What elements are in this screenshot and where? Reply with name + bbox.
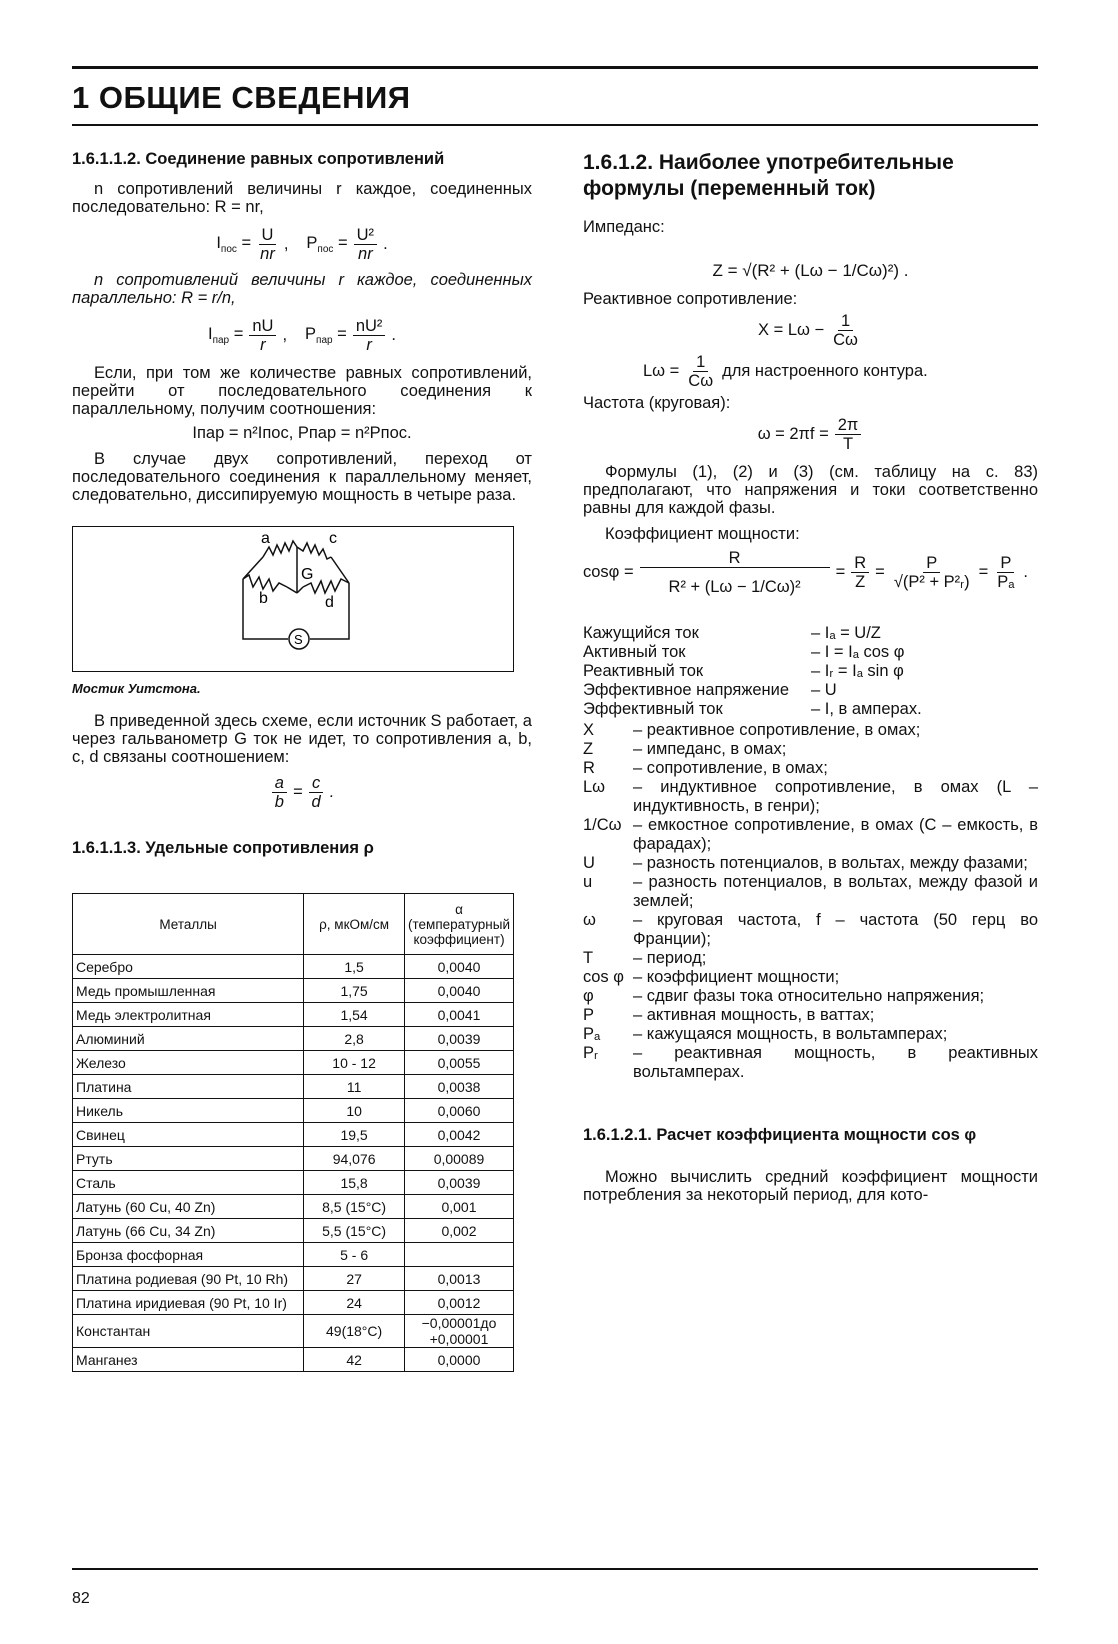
cell-rho: 15,8 (304, 1171, 405, 1195)
cell-alpha: 0,0013 (405, 1267, 514, 1291)
cell-alpha: 0,0038 (405, 1075, 514, 1099)
frequency-formula: ω = 2πf = $\frac{2\pi}{T}$ (583, 416, 1038, 453)
cell-alpha: 0,0012 (405, 1291, 514, 1315)
tuned-circuit-formula: Lω = $\frac{1}{C\omega}$ для настроенного контура. (643, 353, 928, 390)
definition-item (583, 873, 1038, 911)
table-header-rho: ρ, мкОм/см (304, 894, 405, 955)
definition-symbol: ω (583, 911, 596, 929)
bridge-label-b: b (259, 590, 268, 607)
cell-alpha: 0,00089 (405, 1147, 514, 1171)
cell-metal: Ртуть (73, 1147, 304, 1171)
cell-metal: Сталь (73, 1171, 304, 1195)
bridge-paragraph: В приведенной здесь схеме, если источник S работает, а через гальванометр G ток не идет, то сопротивления a, b, c, d связаны соотношением: (72, 712, 532, 766)
definition-item (583, 854, 1038, 873)
cell-rho: 11 (304, 1075, 405, 1099)
table-header-alpha: α (температурный коэффициент) (405, 894, 514, 955)
page-number: 82 (72, 1590, 90, 1607)
cell-metal: Алюминий (73, 1027, 304, 1051)
cell-metal: Константан (73, 1315, 304, 1348)
parallel-formula: $I_{пар}$ = $\frac{nU}{r}$ , $P_{пар}$ = $\frac{\text{nU²}}{r}$ . (207, 317, 397, 354)
cell-metal: Никель (73, 1099, 304, 1123)
definition-item (583, 1044, 1038, 1082)
cell-alpha: 0,0040 (405, 955, 514, 979)
definition-text: – кажущаяся мощность, в вольтамперах; (633, 1025, 948, 1043)
current-item (583, 624, 1038, 643)
cell-metal: Железо (73, 1051, 304, 1075)
definition-symbol: φ (583, 987, 594, 1005)
definition-item (583, 778, 1038, 816)
table-row (73, 1267, 514, 1291)
definition-symbol: R (583, 759, 595, 777)
cell-metal: Платина родиевая (90 Pt, 10 Rh) (73, 1267, 304, 1291)
cell-alpha: 0,0060 (405, 1099, 514, 1123)
definition-item (583, 987, 1038, 1006)
definition-symbol: P (583, 1006, 595, 1024)
right-column (583, 150, 1038, 1204)
definition-symbol: Z (583, 740, 594, 758)
power-factor-paragraph: Можно вычислить средний коэффициент мощности потребления за некоторый период, для кото- (583, 1168, 1038, 1204)
cell-alpha: 0,0040 (405, 979, 514, 1003)
cell-metal: Платина (73, 1075, 304, 1099)
definition-text: – активная мощность, в ваттах; (633, 1006, 875, 1024)
cell-rho: 8,5 (15°С) (304, 1195, 405, 1219)
current-value: – Iᵣ = Iₐ sin φ (811, 662, 904, 680)
cell-metal: Платина иридиевая (90 Pt, 10 Ir) (73, 1291, 304, 1315)
bridge-label-s: S (294, 632, 303, 647)
definition-text: – реактивная мощность, в реактивных вольтамперах. (633, 1044, 1038, 1081)
definition-symbol: Pᵣ (583, 1044, 598, 1062)
definition-text: – период; (633, 949, 707, 967)
table-row (73, 1075, 514, 1099)
table-row (73, 1099, 514, 1123)
table-row (73, 955, 514, 979)
definition-item (583, 949, 1038, 968)
definition-text: – сопротивление, в омах; (633, 759, 828, 777)
definition-text: – емкостное сопротивление, в омах (C – емкость, в фарадах); (633, 816, 1038, 853)
table-header-metals: Металлы (73, 894, 304, 955)
table-row (73, 979, 514, 1003)
current-value: – U (811, 681, 837, 699)
series-paragraph: n сопротивлений величины r каждое, соединенных последовательно: R = nr, (72, 180, 532, 216)
reactance-formula: X = Lω − $\frac{1}{C\omega}$ (758, 312, 858, 349)
definition-item (583, 759, 1038, 778)
cell-alpha: 0,0041 (405, 1003, 514, 1027)
cell-alpha: 0,0000 (405, 1348, 514, 1372)
current-item (583, 700, 1038, 719)
definition-text: – сдвиг фазы тока относительно напряжения; (633, 987, 985, 1005)
current-value: – I = Iₐ cos φ (811, 643, 905, 661)
current-item (583, 643, 1038, 662)
table-row (73, 1123, 514, 1147)
impedance-formula: Z = √(R² + (Lω − 1/Cω)²) . (712, 261, 909, 280)
bridge-label-g: G (301, 566, 314, 583)
two-resistors-paragraph: В случае двух сопротивлений, переход от последовательного соединения к параллельному меняет, следовательно, диссипируемую мощность в четыре раза. (72, 450, 532, 504)
power-factor-label: Коэффициент мощности: (605, 525, 800, 543)
cell-alpha: 0,0055 (405, 1051, 514, 1075)
series-formula: $I_{пос}$ = $\frac{U}{nr}$ , $P_{пос}$ = $\frac{\text{U²}}{nr}$ . (216, 226, 388, 263)
table-row (73, 1219, 514, 1243)
cell-rho: 19,5 (304, 1123, 405, 1147)
table-row (73, 1291, 514, 1315)
cell-rho: 24 (304, 1291, 405, 1315)
cell-rho: 2,8 (304, 1027, 405, 1051)
table-row (73, 1243, 514, 1267)
table-row (73, 1003, 514, 1027)
impedance-label: Импеданс: (583, 218, 665, 236)
frequency-label: Частота (круговая): (583, 394, 731, 412)
cell-rho: 1,5 (304, 955, 405, 979)
definition-symbol: cos φ (583, 968, 624, 986)
current-value: – I, в амперах. (811, 700, 922, 718)
current-name: Кажущийся ток (583, 624, 699, 642)
cell-rho: 27 (304, 1267, 405, 1291)
reactance-label: Реактивное сопротивление: (583, 290, 798, 308)
bridge-caption: Мостик Уитстона. (72, 681, 201, 696)
current-item (583, 662, 1038, 681)
cell-rho: 1,75 (304, 979, 405, 1003)
table-row (73, 1348, 514, 1372)
wheatstone-bridge-figure (72, 526, 514, 672)
table-row (73, 1051, 514, 1075)
table-row (73, 1171, 514, 1195)
table-row (73, 1147, 514, 1171)
definition-symbol: U (583, 854, 595, 872)
cell-metal: Медь промышленная (73, 979, 304, 1003)
definition-symbol: T (583, 949, 594, 967)
current-value: – Iₐ = U/Z (811, 624, 881, 642)
current-name: Активный ток (583, 643, 686, 661)
ratio-formula: Iпар = n²Iпос, Pпар = n²Pпос. (192, 424, 412, 442)
definition-item (583, 1006, 1038, 1025)
currents-list (583, 624, 1038, 719)
table-row (73, 1027, 514, 1051)
parallel-paragraph: n сопротивлений величины r каждое, соединенных параллельно: R = r/n, (72, 271, 532, 307)
definition-item (583, 911, 1038, 949)
current-name: Реактивный ток (583, 662, 704, 680)
cell-metal: Латунь (66 Cu, 34 Zn) (73, 1219, 304, 1243)
cell-metal: Латунь (60 Cu, 40 Zn) (73, 1195, 304, 1219)
cell-alpha: 0,001 (405, 1195, 514, 1219)
definition-symbol: X (583, 721, 595, 739)
table-header-row (73, 894, 514, 955)
bridge-label-c: c (329, 530, 337, 547)
definition-text: – импеданс, в омах; (633, 740, 787, 758)
cell-alpha: −0,00001до +0,00001 (405, 1315, 514, 1348)
cell-metal: Манганез (73, 1348, 304, 1372)
cell-rho: 1,54 (304, 1003, 405, 1027)
wheatstone-bridge-diagram (73, 527, 513, 671)
cell-alpha: 0,0039 (405, 1171, 514, 1195)
definition-text: – реактивное сопротивление, в омах; (633, 721, 921, 739)
chapter-title: 1 ОБЩИЕ СВЕДЕНИЯ (72, 80, 411, 115)
current-name: Эффективный ток (583, 700, 723, 718)
cell-metal: Медь электролитная (73, 1003, 304, 1027)
bridge-formula: $\frac{a}{b}$ = $\frac{c}{d}$ . (72, 774, 532, 811)
cell-rho: 94,076 (304, 1147, 405, 1171)
cell-rho: 5,5 (15°С) (304, 1219, 405, 1243)
table-row (73, 1195, 514, 1219)
cell-alpha: 0,0042 (405, 1123, 514, 1147)
definition-item (583, 740, 1038, 759)
definition-text: – разность потенциалов, в вольтах, между фазами; (633, 854, 1028, 872)
section-title-1-6-1-2: 1.6.1.2. Наиболее употребительные формулы (переменный ток) (583, 151, 954, 200)
section-title-1-6-1-2-1: 1.6.1.2.1. Расчет коэффициента мощности cos φ (583, 1126, 977, 1144)
cell-alpha: 0,002 (405, 1219, 514, 1243)
definition-text: – круговая частота, f – частота (50 герц во Франции); (633, 911, 1038, 948)
definition-item (583, 1025, 1038, 1044)
section-title-1-6-1-1-2: 1.6.1.1.2. Соединение равных сопротивлений (72, 150, 445, 168)
phases-note: Формулы (1), (2) и (3) (см. таблицу на с. 83) предполагают, что напряжения и токи соответственно равны для каждой фазы. (583, 463, 1038, 517)
definition-item (583, 816, 1038, 854)
definition-symbol: Pₐ (583, 1025, 601, 1043)
definition-item (583, 721, 1038, 740)
power-factor-formula: cosφ = $\frac{R}{\text{R² + (Lω − 1/Cω)²}}$ = $\frac{R}{Z}$ = $\frac{P}{\text{√(P² + P²ᵣ)}}$ = $\frac{P}{\text{Pₐ}}$ . (583, 549, 1029, 596)
resistivity-table (72, 893, 514, 1372)
definition-text: – коэффициент мощности; (633, 968, 840, 986)
cell-metal: Серебро (73, 955, 304, 979)
bridge-label-d: d (325, 594, 334, 611)
cell-rho: 49(18°С) (304, 1315, 405, 1348)
current-name: Эффективное напряжение (583, 681, 790, 699)
table-row (73, 1315, 514, 1348)
cell-alpha: 0,0039 (405, 1027, 514, 1051)
left-column (72, 150, 532, 1372)
cell-rho: 10 (304, 1099, 405, 1123)
footer-rule (72, 1568, 1038, 1570)
definition-symbol: 1/Cω (583, 816, 622, 834)
section-title-1-6-1-1-3: 1.6.1.1.3. Удельные сопротивления ρ (72, 839, 374, 857)
cell-metal: Бронза фосфорная (73, 1243, 304, 1267)
symbol-definitions (583, 721, 1038, 1082)
definition-text: – разность потенциалов, в вольтах, между фазой и землей; (633, 873, 1038, 910)
definition-text: – индуктивное сопротивление, в омах (L – индуктивность, в генри); (633, 778, 1038, 815)
top-rule (72, 66, 1038, 69)
definition-item (583, 968, 1038, 987)
cell-rho: 42 (304, 1348, 405, 1372)
definition-symbol: u (583, 873, 593, 891)
cell-alpha (405, 1243, 514, 1267)
cell-rho: 5 - 6 (304, 1243, 405, 1267)
definition-symbol: Lω (583, 778, 606, 796)
current-item (583, 681, 1038, 700)
header-rule (72, 124, 1038, 126)
cell-rho: 10 - 12 (304, 1051, 405, 1075)
bridge-label-a: a (261, 530, 270, 547)
ratio-paragraph: Если, при том же количестве равных сопротивлений, перейти от последовательного соединения к параллельному, получим соотношения: (72, 364, 532, 418)
cell-metal: Свинец (73, 1123, 304, 1147)
